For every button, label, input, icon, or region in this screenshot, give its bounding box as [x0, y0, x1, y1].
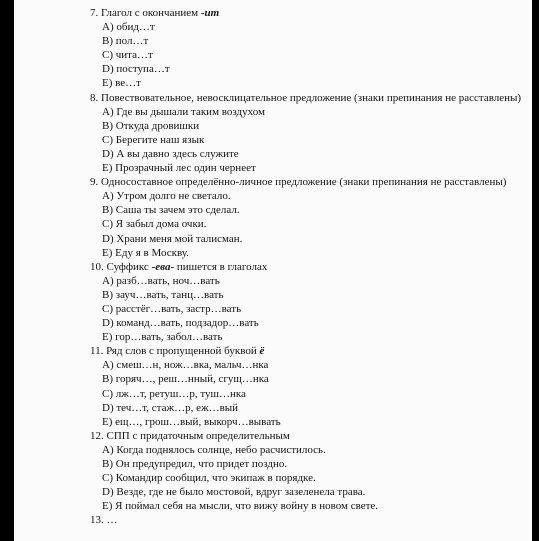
answer-option: А) обид…т [102, 21, 155, 34]
question-title [90, 6, 522, 20]
answer-option: Е) ве…т [102, 77, 141, 90]
answer-option: С) Я забыл дома очки. [102, 218, 207, 231]
answer-option: D) А вы давно здесь служите [102, 147, 239, 160]
answer-option: Е) ещ…, грош…вый, выкорч…вывать [102, 415, 281, 428]
answer-option: D) команд…вать, подзадор…вать [102, 317, 259, 330]
question-list [90, 6, 522, 527]
question-block [90, 6, 522, 91]
answer-option: А) Утром долго не светало. [102, 190, 231, 203]
answer-option: А) смеш…н, нож…вка, мальч…нка [102, 359, 269, 372]
document-page [14, 0, 532, 541]
question-title [90, 175, 522, 189]
question-text: Односоставное определённо-личное предложение (знаки препинания не расставлены) [101, 176, 507, 189]
question-number: 9. [90, 176, 99, 189]
question-text: Ряд слов с пропущенной буквой [106, 345, 257, 358]
question-title [90, 344, 522, 358]
question-text: СПП с придаточным определительным [106, 429, 290, 442]
answer-option: В) Саша ты зачем это сделал. [102, 204, 240, 217]
answer-option: Е) Прозрачный лес один чернеет [102, 162, 256, 175]
answer-option: В) горяч…, реш…нный, сгущ…нка [102, 373, 269, 386]
question-block [90, 91, 522, 176]
question-block [90, 344, 522, 429]
answer-option: В) Откуда дровишки [102, 119, 200, 132]
answer-option: А) Когда поднялось солнце, небо расчистилось. [102, 443, 326, 456]
answer-option: С) лж…т, ретуш…р, туш…нка [102, 387, 246, 400]
question-emphasis: ё [259, 345, 265, 358]
question-number: 11. [90, 345, 104, 358]
question-block [90, 175, 522, 260]
question-title [90, 429, 522, 443]
answer-option: С) расстёг…вать, застр…вать [102, 302, 242, 315]
answer-option: В) Он предупредил, что придет поздно. [102, 458, 288, 470]
question-text: Глагол с окончанием [101, 7, 199, 19]
answer-option: Е) гор…вать, забол…вать [102, 331, 223, 344]
question-title [90, 260, 522, 274]
question-number: 12. [90, 429, 104, 442]
question-text: Суффикс [106, 260, 149, 273]
question-text: Повествовательное, невосклицательное предложение (знаки препинания не расставлены) [101, 91, 522, 104]
answer-option: В) зауч…вать, танц…вать [102, 288, 224, 301]
answer-option: D) теч…т, стаж…р, еж…вый [102, 401, 239, 414]
question-text-after: пишется в глаголах [176, 260, 268, 273]
question-number: 10. [90, 260, 104, 273]
answer-option: С) Берегите наш язык [102, 133, 205, 146]
question-title [90, 91, 522, 105]
question-block [90, 260, 522, 345]
answer-option: Е) Я поймал себя на мысли, что вижу войну в новом свете. [102, 500, 379, 513]
question-number: 8. [90, 91, 99, 104]
answer-option: D) Храни меня мой талисман. [102, 232, 243, 245]
question-number: 7. [90, 7, 99, 19]
answer-option: А) Где вы дышали таким воздухом [102, 105, 265, 118]
answer-option: D) поступа…т [102, 63, 170, 76]
answer-option: С) Командир сообщил, что экипаж в порядке. [102, 472, 316, 485]
answer-option: D) Везде, где не было мостовой, вдруг зазеленела трава. [102, 486, 366, 499]
answer-option: А) разб…вать, ноч…вать [102, 274, 220, 287]
next-question-partial: 13. … [90, 514, 118, 527]
question-emphasis: -ева- [151, 260, 175, 273]
answer-option: Е) Еду я в Москву. [102, 246, 189, 259]
answer-option: С) чита…т [102, 49, 153, 62]
question-block [90, 429, 522, 514]
question-emphasis: -ит [200, 7, 220, 19]
answer-option: В) пол…т [102, 35, 149, 48]
